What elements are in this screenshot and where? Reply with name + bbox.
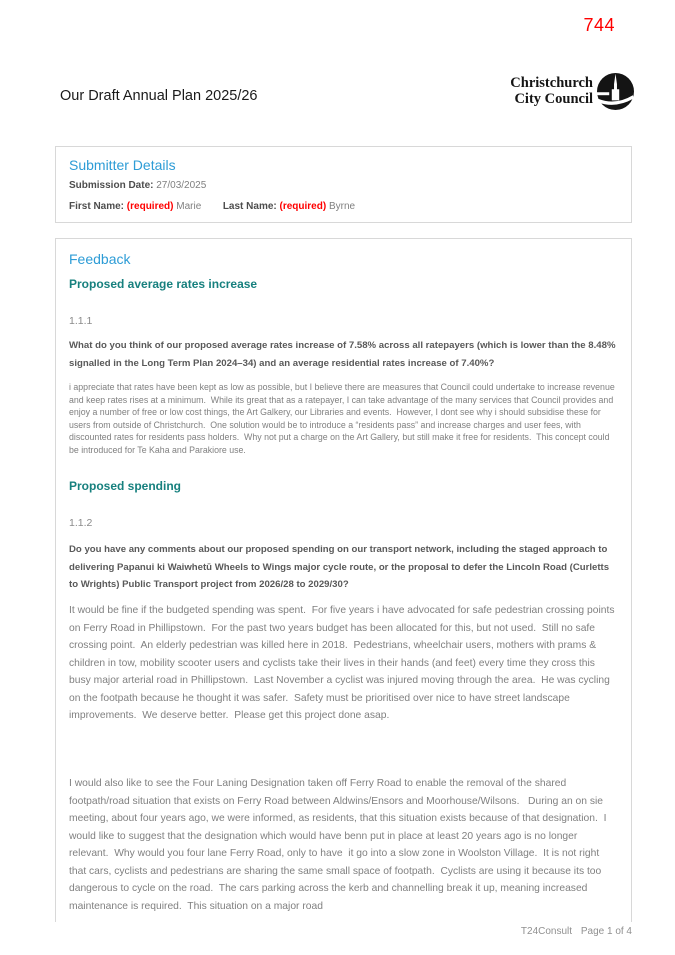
submission-date-row: [69, 180, 206, 191]
council-name-line1: Christchurch: [510, 75, 593, 92]
submission-number: 744: [583, 15, 615, 35]
page-title: Our Draft Annual Plan 2025/26: [60, 88, 258, 104]
feedback-box: [55, 238, 632, 922]
question-number: 1.1.2: [69, 517, 93, 529]
feedback-heading: Feedback: [69, 251, 131, 267]
question-text: What do you think of our proposed average rates increase of 7.58% across all ratepayers (which is lower than the 8.48% signalled in the Long Term Plan 2024–34) and an average residential rates increase of 7.40%?: [69, 340, 616, 369]
answer-text: It would be fine if the budgeted spending was spent. For five years i have advocated for safe pedestrian crossing points on Ferry Road in Phillipstown. For the past two years budget has been allocated for this, but not used. Still no safe crossing point. An elderly pedestrian was killed here in 2018. Pedestrians, wheelchair users, mothers with prams & children in tow, mobility scooter users and cyclists take their lives in their hands (and feet) every time they cross this busy major arterial road in Phillipstown. Last November a cyclist was injured moving through the area. He was cycling on the footpath because he thought it was safer. Safety must be prioritised over nice to have street landscape improvements. We deserve better. Please get this project done asap.: [69, 605, 618, 721]
page-footer: [515, 926, 632, 937]
first-name-value: Marie: [176, 201, 202, 212]
council-name-line2: City Council: [514, 90, 593, 107]
question-number: 1.1.1: [69, 315, 93, 327]
section-title-rates-increase: Proposed average rates increase: [69, 277, 258, 291]
council-logo-text: [510, 76, 593, 106]
submitter-name-row: [69, 201, 355, 212]
submission-date-value: 27/03/2025: [156, 180, 207, 191]
last-name-value: Byrne: [328, 201, 356, 212]
required-flag: (required): [126, 201, 174, 212]
question-text: Do you have any comments about our proposed spending on our transport network, including the staged approach to delivering Papanui ki Waiwhetū Wheels to Wings major cycle route, or the proposal to defer the Lincoln Road (Curletts to Wrights) Public Transport project from 2026/28 to 2029/30?: [69, 544, 610, 590]
submitter-details-heading: Submitter Details: [69, 157, 176, 173]
first-name-label: First Name:: [69, 201, 125, 212]
footer-app-name: T24Consult: [520, 926, 573, 937]
answer-text: I would also like to see the Four Laning Designation taken off Ferry Road to enable the removal of the shared footpath/road situation that exists on Ferry Road between Aldwins/Ensors and Moorhouse/Wilsons. During an on sie meeting, about four years ago, we were informed, as residents, that this situation exists because of that designation. I would like to suggest that the designation which would have benn put in place at least 20 years ago is no longer relevant. Why would you four lane Ferry Road, only to have it go into a slow zone in Woolston Village. It is not right that cars, cyclists and pedestrians are sharing the same small space of footpath. Cyclists are using it because its too dangerous to cycle on the road. The cars parking across the kerb and channelling break it up, meaning increased maintenance is required. This situation on a major road: [69, 778, 610, 912]
footer-page-info: Page 1 of 4: [580, 926, 632, 937]
cathedral-icon: [597, 73, 634, 110]
submission-date-label: Submission Date:: [69, 180, 154, 191]
council-logo: [510, 73, 634, 110]
section-title-proposed-spending: Proposed spending: [69, 479, 182, 493]
required-flag: (required): [279, 201, 327, 212]
last-name-label: Last Name:: [222, 201, 277, 212]
answer-text: i appreciate that rates have been kept as low as possible, but I believe there are measures that Council could undertake to increase revenue and keep rates rises at a minimum. While its great that as a ratepayer, I can take advantage of the many services that Council provides and enjoy a number of free or low cost things, the Art Galkery, our Libraries and events. However, I dont see why i should subsidise these for users from outside of Christchurch. One solution would be to introduce a “residents pass” and increase charges and user fees, with discounted rates for residents pass holders. Why not put a charge on the Art Gallery, but still make it free for residents. This concept could be introduced for Te Kaha and Parakiore use.: [69, 382, 618, 455]
submitter-details-box: [55, 146, 632, 223]
